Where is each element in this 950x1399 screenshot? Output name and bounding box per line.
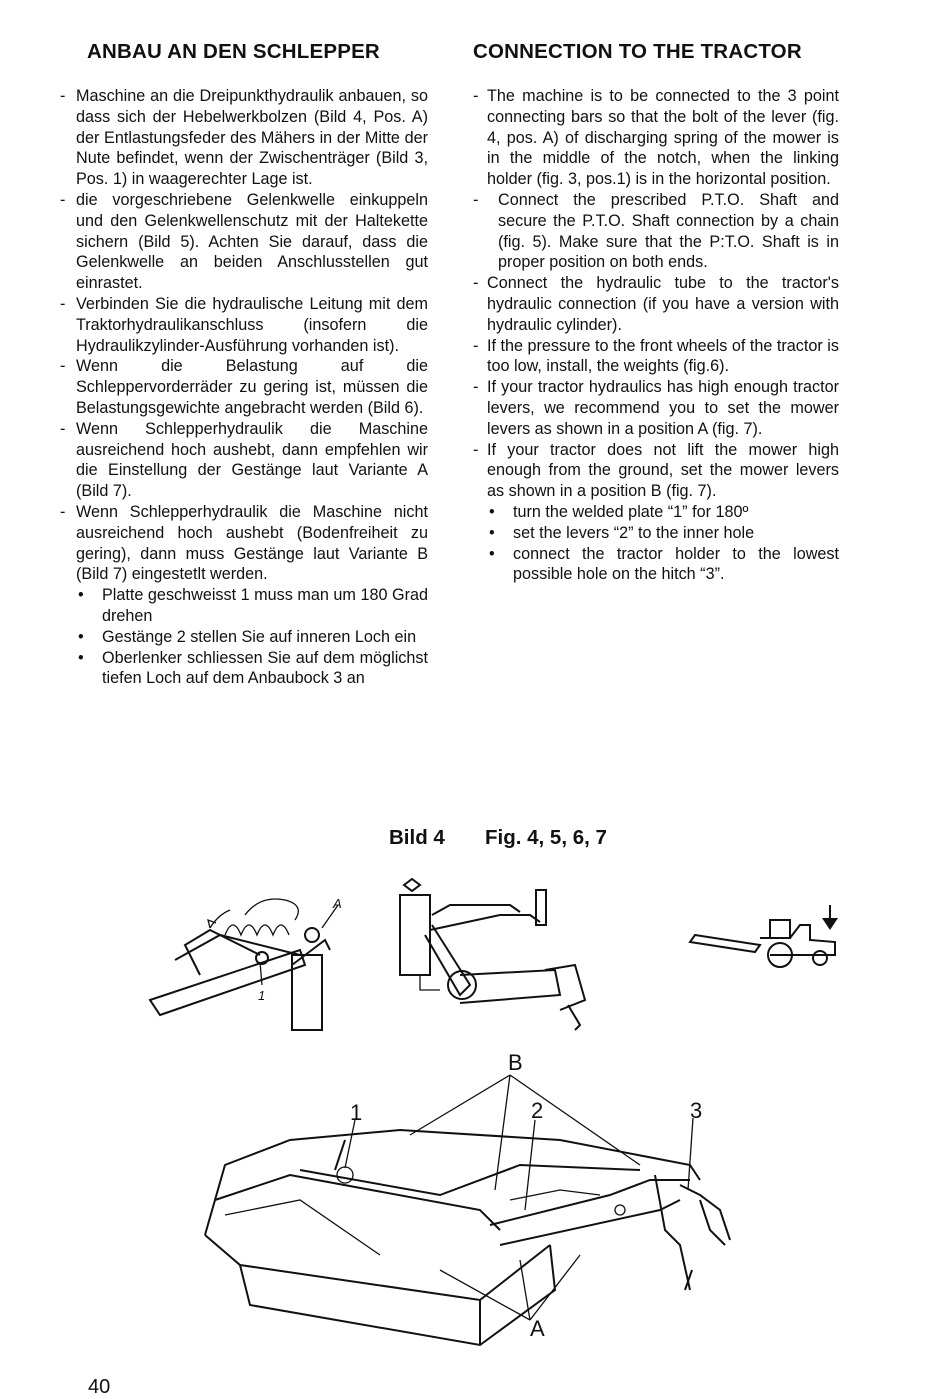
list-item-text: Verbinden Sie die hydraulische Leitung mit dem Traktorhydraulikanschluss (insofern die Hydraulikzylinder-Ausführung vorhanden ist). bbox=[76, 294, 428, 355]
german-heading: ANBAU AN DEN SCHLEPPER bbox=[87, 40, 380, 63]
list-item-text: die vorgeschriebene Gelenkwelle einkuppeln und den Gelenkwellenschutz mit der Haltekette sichern (Bild 5). Achten Sie darauf, dass die Gelenkwelle an beiden Anschlusstellen gut einrastet. bbox=[76, 190, 428, 293]
list-item: - Wenn Schlepperhydraulik die Maschine nicht ausreichend hoch aushebt (Bodenfreiheit zu gering), dann muss Gestänge laut Variante B (Bild 7) eingestetlt werden. • Platte geschweisst 1 muss man um 180 Grad drehen • Gestänge 2 stellen Sie auf inneren Loch ein • Oberlenker schliessen Sie auf dem möglichst tiefen Loch auf dem Anbaubock 3 an bbox=[60, 502, 428, 688]
list-item-text: Wenn Schlepperhydraulik die Maschine nicht ausreichend hoch aushebt (Bodenfreiheit zu gering), dann muss Gestänge laut Variante B (Bild 7) eingestetlt werden. bbox=[76, 502, 428, 584]
list-item: - If the pressure to the front wheels of the tractor is too low, install, the weights (fig.6). bbox=[473, 336, 839, 376]
bullet-item: • Oberlenker schliessen Sie auf dem möglichst tiefen Loch auf dem Anbaubock 3 an bbox=[78, 648, 428, 688]
list-item-text: Maschine an die Dreipunkthydraulik anbauen, so dass sich der Hebelwerkbolzen (Bild 4, Pos. A) der Entlastungsfeder des Mähers in der Mitte der Nute befindet, wenn der Zwischenträger (Bild 3, Pos. 1) in waagerechter Lage ist. bbox=[76, 87, 428, 189]
label-a-small: A bbox=[333, 896, 342, 911]
figure-caption-english: Fig. 4, 5, 6, 7 bbox=[485, 826, 607, 849]
list-item: - Wenn die Belastung auf die Schleppervorderräder zu gering ist, müssen die Belastungsgewichte angebracht werden (Bild 6). bbox=[60, 357, 428, 417]
list-item: - Maschine an die Dreipunkthydraulik anbauen, so dass sich der Hebelwerkbolzen (Bild 4, Pos. A) der Entlastungsfeder des Mähers in der Mitte der Nute befindet, wenn der Zwischenträger (Bild 3, Pos. 1) in waagerechter Lage ist. bbox=[60, 87, 428, 189]
list-item-text: If your tractor hydraulics has high enough tractor levers, we recommend you to set the mower levers as shown in a position A (fig. 7). bbox=[487, 378, 839, 438]
bullet-item: • turn the welded plate “1” for 180º bbox=[489, 502, 749, 521]
bullet-item: • set the levers “2” to the inner hole bbox=[489, 523, 755, 542]
list-item: - Connect the prescribed P.T.O. Shaft and secure the P.T.O. Shaft connection by a chain (fig. 5). Make sure that the P:T.O. Shaft is in proper position on both ends. bbox=[473, 190, 839, 272]
list-item-text: Wenn die Belastung auf die Schleppervorderräder zu gering ist, müssen die Belastungsgewichte angebracht werden (Bild 6). bbox=[76, 357, 428, 417]
list-item: - Connect the hydraulic tube to the tractor's hydraulic connection (if you have a version with hydraulic cylinder). bbox=[473, 274, 839, 334]
label-one: 1 bbox=[350, 1100, 363, 1125]
bullet-item: • Platte geschweisst 1 muss man um 180 Grad drehen bbox=[78, 586, 428, 625]
figure-6-tractor-weights bbox=[690, 905, 838, 967]
label-one-small: 1 bbox=[258, 988, 266, 1003]
bullet-item: • connect the tractor holder to the lowest possible hole on the hitch “3”. bbox=[489, 544, 839, 584]
list-item-text: Connect the hydraulic tube to the tractor's hydraulic connection (if you have a version with hydraulic cylinder). bbox=[487, 274, 839, 334]
list-item: - die vorgeschriebene Gelenkwelle einkuppeln und den Gelenkwellenschutz mit der Haltekette sichern (Bild 5). Achten Sie darauf, dass die Gelenkwelle an beiden Anschlusstellen gut einrastet. bbox=[60, 190, 428, 293]
english-heading: CONNECTION TO THE TRACTOR bbox=[473, 40, 802, 63]
label-b: B bbox=[508, 1050, 523, 1075]
figure-4-spring-detail bbox=[150, 896, 342, 1030]
list-item: - Verbinden Sie die hydraulische Leitung mit dem Traktorhydraulikanschluss (insofern die Hydraulikzylinder-Ausführung vorhanden ist). bbox=[60, 294, 428, 355]
label-three: 3 bbox=[690, 1098, 703, 1123]
label-a: A bbox=[530, 1316, 545, 1341]
list-item: - If your tractor does not lift the mower high enough from the ground, set the mower levers as shown in a position B (fig. 7). • turn the welded plate “1” for 180º • set the levers “2” to the inner hole • connect the tractor holder to the lowest possible hole on the hitch “3”. bbox=[473, 440, 839, 584]
list-item: - If your tractor hydraulics has high enough tractor levers, we recommend you to set the mower levers as shown in a position A (fig. 7). bbox=[473, 378, 839, 438]
page-number: 40 bbox=[88, 1376, 111, 1398]
list-item-text: The machine is to be connected to the 3 point connecting bars so that the bolt of the lever (fig. 4, pos. A) of discharging spring of the mower is in the middle of the notch, when the linking holder (fig. 3, pos.1) is in the horizontal position. bbox=[487, 87, 839, 189]
figure-5-pto-shaft bbox=[400, 879, 585, 1030]
list-item-text: If the pressure to the front wheels of the tractor is too low, install, the weights (fig.6). bbox=[487, 336, 839, 376]
list-item-text: Wenn Schlepperhydraulik die Maschine ausreichend hoch aushebt, dann empfehlen wir die Einstellung der Gestänge laut Variante A (Bild 7). bbox=[76, 419, 428, 501]
list-item-text: Connect the prescribed P.T.O. Shaft and secure the P.T.O. Shaft connection by a chain (fig. 5). Make sure that the P:T.O. Shaft is in proper position on both ends. bbox=[498, 190, 839, 272]
figure-7-mower-assembly bbox=[205, 1050, 730, 1345]
list-item: - Wenn Schlepperhydraulik die Maschine ausreichend hoch aushebt, dann empfehlen wir die Einstellung der Gestänge laut Variante A (Bild 7). bbox=[60, 419, 428, 501]
list-item: - The machine is to be connected to the 3 point connecting bars so that the bolt of the lever (fig. 4, pos. A) of discharging spring of the mower is in the middle of the notch, when the linking holder (fig. 3, pos.1) is in the horizontal position. bbox=[473, 87, 839, 189]
bullet-item: • Gestänge 2 stellen Sie auf inneren Loch ein bbox=[78, 627, 417, 646]
label-two: 2 bbox=[531, 1098, 544, 1123]
list-item-text: If your tractor does not lift the mower high enough from the ground, set the mower levers as shown in a position B (fig. 7). bbox=[487, 440, 839, 501]
figure-caption-german: Bild 4 bbox=[389, 826, 445, 849]
